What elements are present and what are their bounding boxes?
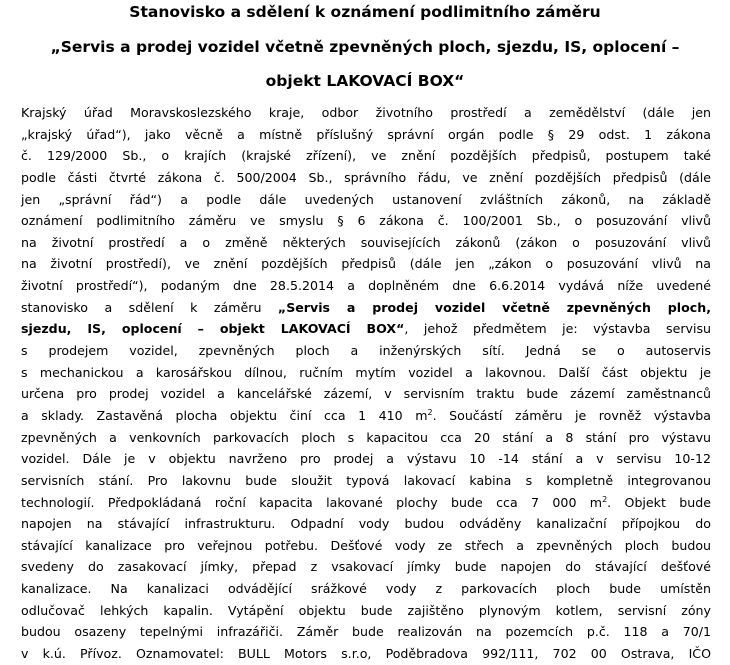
- body-text-run: technologií. Předpokládaná roční kapacita lakované plochy bude cca 7 000 m: [21, 494, 603, 510]
- body-line: [21, 492, 711, 514]
- body-line: na životní prostředí), ve znění pozdějších předpisů (dále jen „zákon o posuzování vlivů na: [21, 256, 711, 272]
- body-line: svedeny do zasakovací jímky, přepad z vsakovací jímky bude napojen do stávající dešťové: [21, 559, 711, 575]
- body-line: [21, 405, 711, 427]
- superscript: 2: [602, 494, 608, 504]
- body-text-run: . Objekt bude: [607, 494, 711, 510]
- body-line: budou osazeny tepelnými infrazářiči. Záměr bude realizován na pozemcích p.č. 118 a 70/1: [21, 624, 711, 640]
- body-line: napojen na stávající infrastrukturu. Odpadní vody budou odváděny kanalizační přípojkou do: [21, 516, 711, 532]
- superscript: 2: [427, 407, 433, 417]
- project-name-inline: „Servis a prodej vozidel včetně zpevněných ploch,: [277, 299, 711, 315]
- body-line: [21, 297, 711, 319]
- project-name-line-1: „Servis a prodej vozidel včetně zpevněných ploch, sjezdu, IS, oplocení –: [50, 38, 680, 56]
- body-text-run: . Součástí záměru je rovněž výstavba: [432, 407, 712, 423]
- body-line: vozidel. Dále je v objektu navrženo pro prodej a výstavu 10 -14 stání a v servisu 10-12: [21, 451, 711, 467]
- body-line: odlučovač lehkých kapalin. Vytápění objektu bude zajištěno plynovým kotlem, servisní zóny: [21, 602, 711, 618]
- body-line: [21, 318, 711, 340]
- body-line: Krajský úřad Moravskoslezského kraje, odbor životního prostředí a zemědělství (dále jen: [21, 105, 711, 120]
- document-title: Stanovisko a sdělení k oznámení podlimitního záměru: [129, 3, 601, 21]
- body-line: kanalizace. Na kanalizaci odvádějící srážkové vody z parkovacích ploch bude umístěn: [21, 581, 711, 597]
- body-text-run: , jehož předmětem je: výstavba servisu: [404, 321, 711, 337]
- body-line: stávající kanalizace pro veřejnou potřebu. Dešťové vody ze střech a zpevněných ploch budou: [21, 537, 711, 553]
- body-line: č. 129/2000 Sb., o krajích (krajské zřízení), ve znění pozdějších předpisů, postupem také: [21, 148, 711, 164]
- body-line: „krajský úřad“), jako věcně a místně příslušný správní orgán podle § 29 odst. 1 zákona: [21, 126, 711, 142]
- body-text-run: stanovisko a sdělení k záměru: [21, 299, 278, 315]
- body-line: podle části čtvrté zákona č. 500/2004 Sb., správního řádu, ve znění pozdějších předpisů (dále: [21, 169, 711, 185]
- body-line: s mechanickou a karosářskou dílnou, ručním mytím vozidel a lakovnou. Další část objektu je: [21, 364, 711, 380]
- body-line: v k.ú. Přívoz. Oznamovatel: BULL Motors s.r.o, Poděbradova 992/111, 702 00 Ostrava, IČO: [21, 646, 711, 662]
- body-line: životní prostředí“), podaným dne 28.5.2014 a doplněném dne 6.6.2014 vydává níže uvedené: [21, 278, 711, 294]
- body-line: oznámení podlimitního záměru ve smyslu § 6 zákona č. 100/2001 Sb., o posuzování vlivů: [21, 213, 711, 229]
- body-line: určena pro prodej vozidel a kancelářské zázemí, v servisním traktu bude zázemí zaměstnanců: [21, 386, 711, 402]
- project-name-inline: sjezdu, IS, oplocení – objekt LAKOVACÍ BOX“: [21, 321, 405, 337]
- body-line: jen „správní řád“) a podle dále uvedených ustanovení zvláštních zákonů, na základě: [21, 191, 711, 207]
- body-line: na životní prostředí a o změně některých souvisejících zákonů (zákon o posuzování vlivů: [21, 234, 711, 250]
- project-name-line-2: objekt LAKOVACÍ BOX“: [265, 72, 465, 90]
- body-line: zpevněných a venkovních parkovacích ploch s kapacitou cca 20 stání a 8 stání pro výstavu: [21, 429, 711, 445]
- body-text: [21, 102, 711, 665]
- body-text-run: a sklady. Zastavěná plocha objektu činí cca 1 410 m: [21, 407, 428, 423]
- body-line: servisních stání. Pro lakovnu bude sloužit typová lakovací kabina s kompletně integrovanou: [21, 472, 711, 488]
- body-line: s prodejem vozidel, zpevněných ploch a inženýrských sítí. Jedná se o autoservis: [21, 343, 711, 359]
